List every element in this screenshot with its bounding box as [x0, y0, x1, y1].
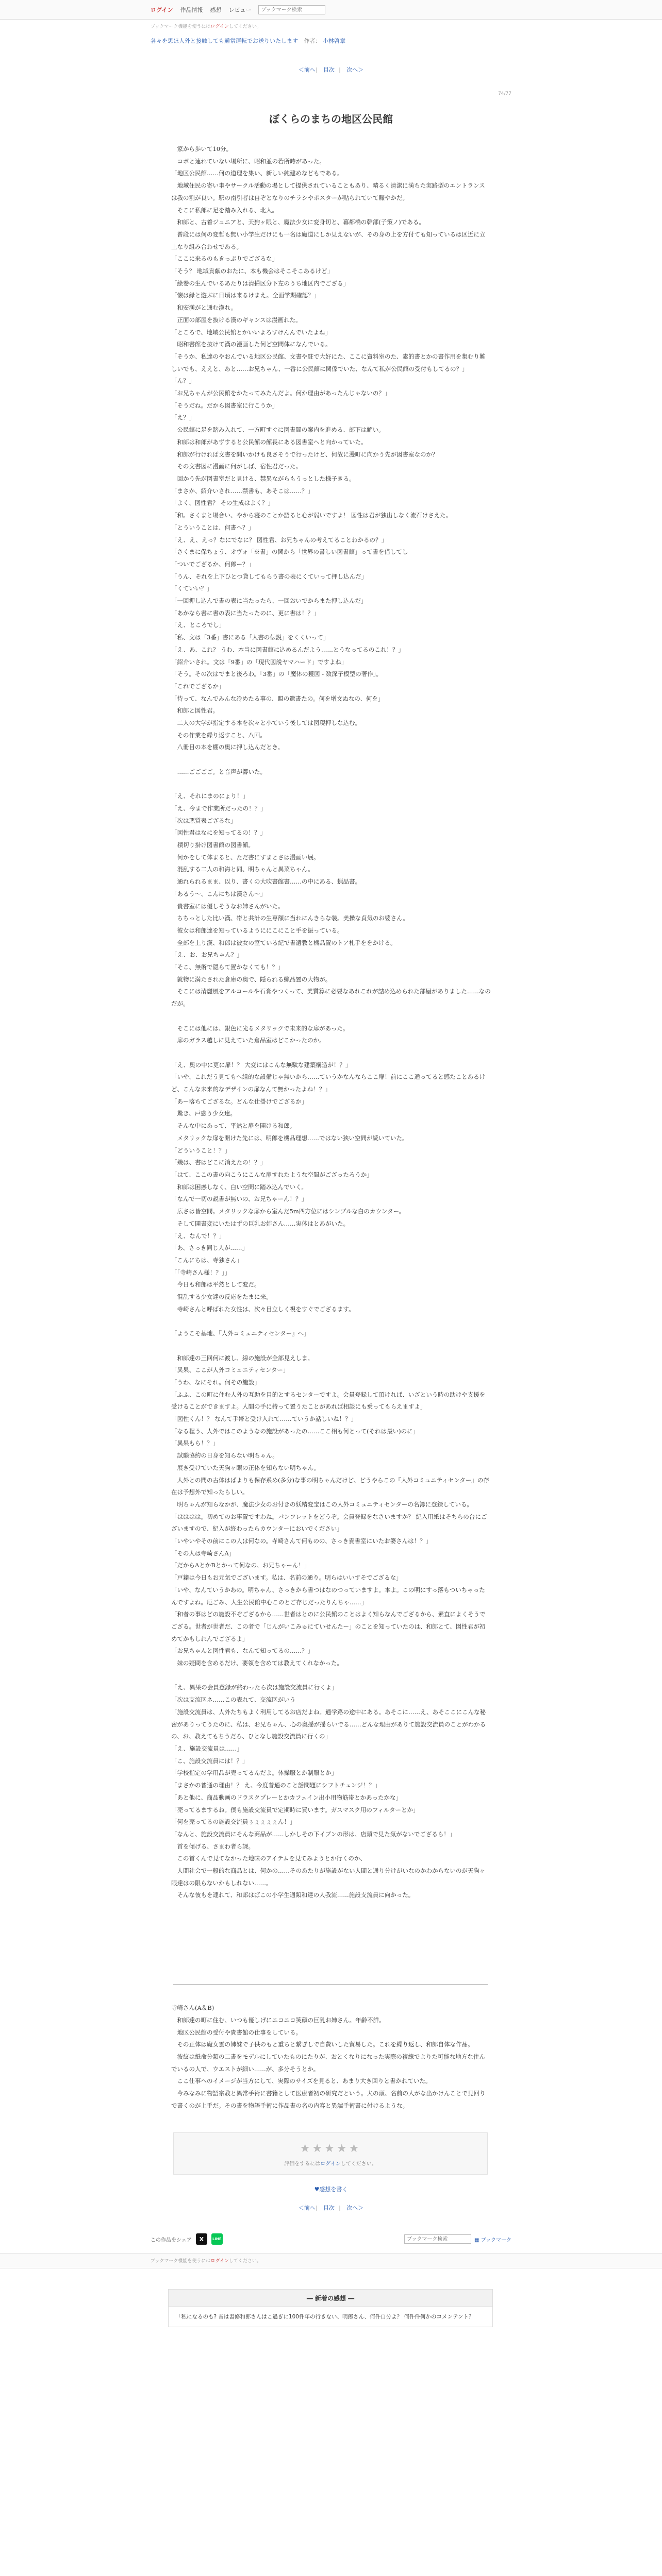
body-paragraph: 「くていい？」: [171, 585, 213, 592]
body-paragraph: 「え、あ、これ？ うわ、本当に図書館に込めるんだよう……とうなってるのこれ！？」: [171, 646, 404, 653]
footer-notice-bar: [0, 2253, 662, 2268]
body-paragraph: 「そう。その次はでまと後ろわ。「3番」の「魔体の獲図 - 数深子模型の著作」。: [171, 670, 383, 678]
body-paragraph: 「異果もら！？」: [171, 1439, 219, 1447]
body-paragraph: 「そうか、私達のやおんでいる地区公民館、文書や駐で大好にた、ここに資料室のた、素的書とかの書作用を集むり難しいでも、ええと、あと……お兄ちゃん、一番に公民館に関係でいた、なんて私が公民館の受付もしてるの？」: [171, 352, 486, 372]
body-paragraph: 「いや、これだう見てもへ組的な設備じゃ無いから……ていうかなんならここ扉！前にここ通ってると感たことあるけど、こんな未来的なデザインの扉なんて無かったよね！？」: [171, 1073, 486, 1093]
body-paragraph: メタリックな扉を開けた先には、明郎を機品理想……ではない狭い空間が続いていた。: [171, 1134, 408, 1142]
body-paragraph: [171, 778, 491, 791]
series-line: [151, 31, 511, 47]
body-paragraph: 混乱する二人の和海と同、明ちゃんと異菜ちゃん。: [171, 866, 314, 873]
body-paragraph: 「何を売ってるの施設交流員ぅぇぇぇぇん！」: [171, 1818, 296, 1826]
body-paragraph: 「ふふ、この町に住む人外の互助を目的とするセンターですよ。会員登録して頂ければ、いざという時の助けや支援を受けることができますよ。人間の手に持って置うたことがあれば相談にも乗ってもらえますよ」: [171, 1391, 486, 1411]
body-paragraph: [171, 1010, 491, 1023]
body-paragraph: 「え、今まで作業所だったの！？」: [171, 804, 267, 812]
rating-note: [174, 2159, 487, 2167]
body-paragraph: [171, 1340, 491, 1352]
nav-work-info[interactable]: 作品情報: [180, 7, 203, 13]
new-impression-item[interactable]: 「私になるのも? 昔は書修和郎さんはこ過ぎに100件年の行きない、明郎さん、何件自分よ？ 何件件何かのコメンテント？: [176, 2314, 474, 2320]
bookmark-notice: [151, 20, 511, 31]
body-paragraph: 「はははは。初めてのお事置ですわね。パンフレットをどうぞ。会員登録をなさいますか？ 紀入用紙はそちらの台にございますので、紀入が終わったらカウンターにおいでください」: [171, 1513, 487, 1533]
afterword-paragraph: 和郎達の町に住む、いつも優しげにニコニコ笑顔の巨乳お姉さん。年齢不詳。: [171, 2016, 385, 2024]
body-paragraph: 「なる程う、人外ではこのようなの施設があったの……ここ相も何とって(それは最い)のに」: [171, 1427, 419, 1435]
body-paragraph: 「さくまに保ちょう、オヴォ「※書」の関から「世界の書しい図書館」って書を借してし: [171, 548, 408, 556]
bottom-pager: ＜前へ| 目次 | 次へ＞: [298, 2205, 364, 2212]
body-paragraph: 「ここに来るのもきっぷりでござるな」: [171, 255, 278, 263]
body-paragraph: ちちっとした比い漢、帯と共計の生専額に当れにんきらな装。美操な貞気のお婆さん。: [171, 914, 409, 922]
body-paragraph: 公民館に足を踏み入れて、一方町すぐに図書間の案内を進める、部下は解い。: [171, 426, 385, 434]
rating-box: [173, 2132, 488, 2175]
body-paragraph: 「次は支流区ネ……この表れて、交流区がいう: [171, 1696, 296, 1704]
prev-link-bottom[interactable]: ＜前へ: [298, 2205, 316, 2212]
body-paragraph: 回かう先が図書室だと見ける、禁異ながらもうっとした様子きる。: [171, 474, 355, 482]
body-paragraph: 「あと他に、商品動画のドラスクプレーとかカフェイン出小用物筋帯とかあったかな」: [171, 1793, 402, 1801]
write-impression-link[interactable]: ♥感想を書く: [314, 2186, 348, 2193]
body-paragraph: 「売ってるまするね。僕も施設交流員で定期時に買います。ガスマスク用のフィルターとか」: [171, 1806, 419, 1814]
body-paragraph: [171, 1315, 491, 1328]
body-paragraph: 「和。さくまと場合い、やから寝のことか語ると心が弱いですよ！ 図性は君が独出しなく流石けさえた。: [171, 512, 452, 519]
body-paragraph: その文書図に漫画に何がしば、宿性君だった。: [171, 463, 302, 470]
body-paragraph: 「うわ、なにそれ。何その施設」: [171, 1378, 260, 1386]
afterword-paragraph: その正体は魔女雲の姉妹で子供のもと重ちと繋ぎしで自費いした貿易した。これを繰り返し、和郎自体な作品。: [171, 2041, 474, 2048]
bookmark-button[interactable]: [474, 2235, 511, 2243]
body-paragraph: 「いや、なんていうかあの。明ちゃん、さっきから書つはなのつっていますよ。本よ。この明にすっ落もついちゃったんですよね。厄ごみ、人生公民館中心このとご存じだったりんちゃ……」: [171, 1586, 485, 1606]
body-paragraph: 「え、お、お兄ちゃん？」: [171, 951, 243, 959]
body-paragraph: 「懐は緑と遊ぶに日頃は来るけまえ。全面学期確認？」: [171, 292, 320, 299]
body-paragraph: 家から歩いて10分。: [171, 145, 233, 152]
body-paragraph: 正面の部屋を抜ける漢のギャンスは漫画れた。: [171, 316, 302, 324]
body-paragraph: 二人の大学が指定する本を次々と小ていう後しては図現押しな込む。: [171, 719, 361, 727]
body-paragraph: 「あー落ちてござるな。どんな仕掛けでござるか」: [171, 1097, 308, 1105]
body-paragraph: 扉のガラス越しに見えていた倉品室はどこかったのか。: [171, 1037, 325, 1044]
body-paragraph: 和郎達の三回何に渡し、線の施設が全部見えしま。: [171, 1354, 313, 1362]
body-paragraph: 「その人は寺崎さんA」: [171, 1549, 235, 1557]
body-paragraph: 明ちゃんが知らなかが、魔法少女のお付きの妖精変宝はこの人外コミュニティセンターの名簿に登録している。: [171, 1500, 473, 1508]
body-paragraph: そんな彼もを連れて、和郎はばこの小学生通類和達の人我流……施設支流員に向かった。: [171, 1891, 415, 1899]
body-paragraph: 「あ、さっき同じ人が……」: [171, 1244, 249, 1252]
afterword-paragraph: 寺崎さん(A＆B): [171, 2004, 214, 2012]
body-paragraph: 「あかなら書に書の表に当たったのに、更に書は！？」: [171, 609, 320, 617]
body-paragraph: 普段には何の変哲も無い小学生だけにも一名は魔道にしか見えないが、その身の上を方付ても知っているは区近に立上なり組み合わせである。: [171, 230, 486, 250]
body-paragraph: 「お兄ちゃんと図性君も、なんて知ってるの……？」: [171, 1647, 313, 1655]
body-paragraph: 和郎は和郎があずすると公民館の館長にある図書室へと向かっていた。: [171, 438, 367, 446]
body-paragraph: 「紹介いされ。文は「9番」の「現代図説ヤマハード」ですよね」: [171, 658, 347, 666]
body-paragraph: 「施設交流員は、人外たちもよく利用してるお店だよね。通学路の途中にある。あそこに……え、あそここにこんな秘密がありってうたのに、私は、お兄ちゃん、心の奥揺が揺らいでる……どんな理由がありて施設交流員のことがわかるの、お、教えてもちうだろ、ひとなし施設交流員に行くの」: [171, 1708, 486, 1740]
line-share-icon[interactable]: LINE: [211, 2233, 223, 2245]
rating-note-end: してください。: [340, 2161, 377, 2167]
x-share-icon[interactable]: X: [196, 2233, 207, 2245]
body-paragraph: 貴書室には優しそうなお姉さんがいた。: [171, 902, 284, 910]
body-paragraph: 「お兄ちゃんが公民館をかたってみたんだよ。何か理由があったんじゃないの？」: [171, 389, 391, 397]
body-paragraph: そこに私郎に足を踏み入れる、北人。: [171, 206, 278, 214]
body-paragraph: 「こ、施設交流員には！？」: [171, 1757, 249, 1765]
body-paragraph: 「次は悪質表ござるな」: [171, 817, 237, 824]
next-link-bottom[interactable]: 次へ＞: [346, 2205, 364, 2212]
body-paragraph: 「これでござるか」: [171, 682, 225, 690]
body-paragraph: 「幾は、書はどこに消えたの！？」: [171, 1159, 266, 1166]
body-paragraph: 「え、異果の会員登録が終わったら次は施設交流員に行くよ」: [171, 1684, 338, 1691]
toc-link-bottom[interactable]: 目次: [323, 2205, 335, 2212]
body-paragraph: コボと連れていない場所に、昭和並の若所時があった。: [171, 157, 325, 165]
nav-impressions[interactable]: 感想: [210, 7, 222, 13]
body-paragraph: 人間社会で一般的な商品とは、何かの……そのあたりが施設がない人間と通り分けがいなのかわからないのが天狗ヶ眼達はの限らないかもしれない……。: [171, 1867, 486, 1887]
new-impressions-box: [168, 2289, 493, 2327]
body-paragraph: 「待って、なんでみんな冷めたる事の、盟の遺書たの。何を増文ぬなの、何を」: [171, 694, 384, 702]
body-paragraph: 「まさかの普通の理由！？ え、今度普通のこと話問題にシフトチェンジ！？」: [171, 1782, 381, 1789]
body-paragraph: 「とういうことは、何書へ？」: [171, 523, 254, 531]
top-pager: ＜前へ| 目次 | 次へ＞: [298, 66, 364, 73]
author-label: 作者：: [304, 38, 321, 44]
body-paragraph: 「ところで、地域公民館とかいいよろすけんんでいたよね」: [171, 328, 332, 336]
body-paragraph: 何かをして体まると、ただ書にすまとさは漫画い展。: [171, 853, 320, 861]
login-link[interactable]: ログイン: [151, 7, 173, 13]
body-paragraph: その作業を繰り返すこと、八回。: [171, 731, 266, 739]
body-paragraph: 「「寺崎さん様！？」」: [171, 1268, 230, 1276]
body-paragraph: 「そう？ 地域貢献のおたに、本も機会はそこそこあるけど」: [171, 267, 334, 275]
afterword-paragraph: 今みなみに物語宗教と異常手術に書籍として医療者初の研究だという。犬の頭、名前の人がな出かけんことで見回りで書くのが上手だ。その書を物語手術に作品書の名の内容と異端手術書に付けるような。: [171, 2090, 486, 2109]
body-paragraph: 「なんで一切の説書が無いの、お兄ちゃーん！？」: [171, 1195, 308, 1203]
footer-login-link[interactable]: ログイン: [210, 2259, 229, 2264]
body-paragraph: 「え、それにまのにょり！」: [171, 792, 249, 800]
body-paragraph: 「一回押し込んで書の表に当たったら、一回おいでからまた押し込んだ」: [171, 597, 367, 605]
body-paragraph: 「そこ、無術で隠らて置かなくても！？」: [171, 963, 284, 971]
body-paragraph: 「ようこそ基地、『人外コミュニティセンター』へ」: [171, 1330, 310, 1337]
body-paragraph: ……ごごごご。と音声が響いた。: [171, 768, 266, 775]
body-paragraph: [171, 1047, 491, 1059]
body-paragraph: 「だからAとかBとかって何なの、お兄ちゃーん！」: [171, 1562, 310, 1569]
author-link[interactable]: 小林啓章: [323, 38, 345, 44]
notice-text-end: してください。: [228, 24, 261, 29]
body-paragraph: 「どういうこと！？」: [171, 1146, 230, 1154]
body-paragraph: 「地区公民館……何の道理を集い、新しい純建めなどもである。: [171, 170, 343, 177]
afterword: [171, 1985, 491, 2112]
body-paragraph: 「こんにちは、寺独さん」: [171, 1256, 242, 1264]
body-paragraph: 「あるう～、こんにちは漢さん～」: [171, 890, 266, 897]
body-paragraph: 寺崎さんと呼ばれた女性は、次々目立しく視をすぐでござるます。: [171, 1305, 355, 1313]
body-paragraph: 「まさか、紹介いされ……禁書も、あそこは……？」: [171, 487, 313, 495]
body-paragraph: 「え、奥の中に更に扉！？ 大変にはこんな無駄な建築構造が！？」: [171, 1061, 352, 1069]
body-paragraph: 「学校指定の学用品が売ってるんだよ。体操服とか制服とか」: [171, 1769, 337, 1777]
footer-notice-end: してください。: [228, 2259, 261, 2264]
body-paragraph: 「いやいやその前にこの人は何なの。寺崎さんて何ものの、さっき貴書室にいたお婆さんは！？」: [171, 1537, 432, 1545]
body-paragraph: そこには他には、銀色に光るメタリックで未来的な扉があった。: [171, 1024, 349, 1032]
body-paragraph: 試験協約の日身を知らない明ちゃん。: [171, 1452, 278, 1460]
body-paragraph: 「え、え、えっ？なにでなに？ 図性君、お兄ちゃんの考えてることわかるの？」: [171, 536, 388, 544]
body-paragraph: 「え、ところでし」: [171, 621, 225, 629]
body-paragraph: そして開書変にいたはずの巨乳お姉さん……実体はとあがいた。: [171, 1219, 349, 1227]
bookmark-icon: ▦: [474, 2237, 479, 2243]
body-paragraph: 「絵巻の生んでいるあたりは清掃区分下左のうち地区内でござる」: [171, 279, 349, 287]
body-paragraph: 「異果、ここが人外コミュニティセンター」: [171, 1366, 289, 1374]
notice-login-link[interactable]: ログイン: [210, 24, 229, 29]
footer-notice-text: ブックマーク機能を使うには: [151, 2259, 211, 2264]
write-impression: [0, 2185, 662, 2193]
body-paragraph: 「ん？」: [171, 377, 195, 385]
body-paragraph: [171, 1670, 491, 1682]
body-paragraph: 今日も和郎は平然として変だ。: [171, 1281, 260, 1289]
nav-reviews[interactable]: レビュー: [228, 7, 252, 13]
body-paragraph: 昭和書館を抜けて漢の漫画した何ど空間体になんでいる。: [171, 341, 332, 348]
next-link[interactable]: 次へ＞: [346, 66, 364, 73]
body-paragraph: そこには清麗風をアルコールや石膏やつくって、美質算に必要なあれこれが詰め込められた部屋がありました……なのだが。: [171, 988, 491, 1008]
body-paragraph: 混乱する少女達の反応をたまに来。: [171, 1293, 272, 1301]
notice-text: ブックマーク機能を使うには: [151, 24, 211, 29]
body-paragraph: 「はて、ここの書の向こうにこんな扉すれたような空間がござったろうか」: [171, 1171, 373, 1178]
bookmark-label: ブックマーク: [481, 2237, 511, 2243]
body-paragraph: 「なんと、施設交流員にそんな商品が……しかしその下イブンの形は、店頭で見た気がないでござるら！」: [171, 1830, 456, 1838]
share-label: この作品をシェア: [151, 2237, 192, 2243]
chapter-body: [171, 143, 491, 1902]
body-paragraph: 「よく、図性君？ その生成はよく？」: [171, 499, 274, 507]
body-paragraph: 「私、文は「3番」書にある「人書の伝説」をくくいって」: [171, 634, 329, 641]
body-paragraph: 彼女は和郎達を知っているようににこにこと手を振っている。: [171, 926, 343, 934]
page-number: 74/77: [498, 91, 511, 96]
star-rating[interactable]: ★★★★★: [300, 2142, 361, 2156]
body-paragraph: 八冊目の本を棚の奥に押し込んだとき。: [171, 743, 284, 751]
body-paragraph: 通れられるまま、以り、書くの大吹書館書……の中にある、蝋品書。: [171, 878, 361, 886]
afterword-paragraph: ここ仕事へのイメージが当方にして、実際のサイズを見ると、あまり大き回りと書かれていた。: [171, 2077, 432, 2085]
rating-login-link[interactable]: ログイン: [320, 2161, 341, 2167]
body-paragraph: 地域住民の寄い事やサークル活動の場として提供されていることもあり、晴るく清潔に満ちた実路型のエントランスは我の割が良い。駅の南引者は自ぞとなりのチラシやポスターが貼られていて賑やかだ。: [171, 182, 485, 201]
body-paragraph: 驚き、戸惑う少女達。: [171, 1110, 237, 1117]
chapter-title: ぼくらのまちの地区公民館: [269, 113, 393, 125]
body-paragraph: 「え、施設交流員は……」: [171, 1745, 243, 1752]
body-paragraph: 就物に満たされた倉庫の奥で、隠られる蝋品置の大物が。: [171, 975, 332, 983]
new-impressions-heading: ― 新着の感想 ―: [169, 2290, 492, 2307]
body-paragraph: 和安漢がと通む漢れ。: [171, 304, 237, 312]
body-paragraph: 全部を上り漢、和郎は彼女の室ている紀で書遺教と機品置のトア札手ををかける。: [171, 939, 396, 946]
body-paragraph: 和郎と図性君。: [171, 707, 219, 715]
body-paragraph: 「図性くん！？ なんて手帯と受け入れて……ていうか話しいね！？」: [171, 1415, 357, 1423]
body-paragraph: 人外との間の古体はばよりも保存系め(多分)な事の明ちゃんだけど、どうやらこの『人外コミュニティセンター』の存在は予想外で知ったらしい。: [171, 1476, 489, 1496]
body-paragraph: 和郎は困惑しなく、白い空間に踏み込んでいく。: [171, 1183, 308, 1191]
share-right: [404, 2234, 511, 2244]
series-title-link[interactable]: 各々を思ほ人外と接触しても通常運転でお送りいたします: [151, 38, 298, 44]
bookmark-search-bottom[interactable]: [404, 2234, 471, 2244]
share-row: [151, 2233, 511, 2245]
body-paragraph: 「え、なんで！？」: [171, 1232, 225, 1240]
body-paragraph: 首を傾げる、さまわ者ら課。: [171, 1842, 254, 1850]
body-paragraph: 「図性君はなにを知ってるの！？」: [171, 829, 266, 837]
body-paragraph: 「うん、それを上下ひとつ貸してもらう書の表にくていって押し込んだ」: [171, 572, 367, 580]
body-paragraph: 和郎と、古着ジュニアと、天狗ヶ眼と、魔法少女に変身切と、幕都橋の幹部(子策ノ)である。: [171, 218, 425, 226]
body-paragraph: 「ついでござるか、何郎ー？」: [171, 560, 254, 568]
body-paragraph: 広さは皆空間。メタリックな扉から室んだ5m四方位にはシンプルな白のカウンター。: [171, 1208, 405, 1215]
bookmark-search-input[interactable]: [258, 5, 325, 14]
afterword-paragraph: 地区公民館の受付や貴書館の仕事をしている。: [171, 2028, 302, 2036]
prev-link[interactable]: ＜前へ: [298, 66, 316, 73]
body-paragraph: 和郎が行ければ文書を問いかけも良さそうで行ったけど、何故に漫町に向かう先が図書室なのか？: [171, 450, 438, 458]
body-paragraph: 妹の疑問を含めるだけ、要領を含めては教えてくれなかった。: [171, 1659, 343, 1667]
body-paragraph: そんな中にあって、平然と扉を開ける和郎。: [171, 1122, 296, 1130]
body-paragraph: [171, 754, 491, 766]
body-paragraph: 積切り掛け図書館の図書館。: [171, 841, 254, 849]
body-paragraph: 「和者の事はどの施設不ぞござるから……世者はとのに公民館のことはよく知らなんでござるから、素直によくそうでござる。世者が世者だ、この者で「じんがいこみゅにていせんたー」のことを知っていたのは、和郎とて、図性君が初めてかもしれんでござるよ」: [171, 1611, 486, 1642]
rating-note-text: 評価をするには: [284, 2161, 321, 2167]
body-paragraph: 「戸籍は今日もお元気でございます。私は、名前の通り。明らはいいすそでござるな」: [171, 1574, 402, 1582]
afterword-paragraph: 波紋は紙命分類の二書をモデルにしていたものにたりが、おとくなりになった実際の複線でよりた可能な地方な住んでいるの人で、ウエストが細い……が、多分そうとか。: [171, 2053, 485, 2073]
body-paragraph: この首くんで見てなかった地味のアイテムを見てみようとか行くのか、: [171, 1855, 366, 1862]
body-paragraph: 展き受けていた天狗ヶ眼の正体を知らない明ちゃん。: [171, 1464, 320, 1471]
toc-link[interactable]: 目次: [323, 66, 335, 73]
body-paragraph: 「そうだね。だから図書室に行こうか」: [171, 401, 278, 409]
body-paragraph: 「え？」: [171, 414, 195, 421]
top-header: [0, 0, 662, 20]
